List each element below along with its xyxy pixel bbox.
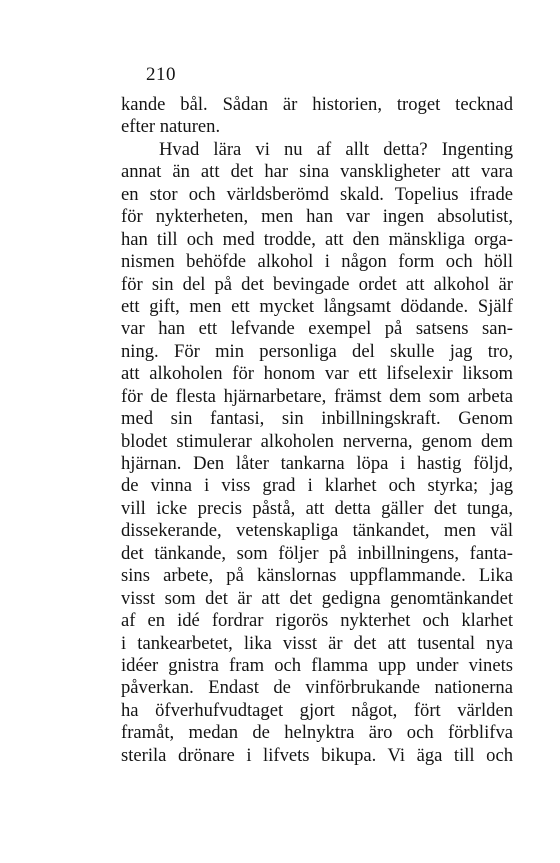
text-line: för de flesta hjärnarbetare, främst dem som arbeta	[121, 385, 513, 407]
text-line: vill icke precis påstå, att detta gäller det tunga,	[121, 497, 513, 519]
text-line: framåt, medan de helnyktra äro och förblifva	[121, 722, 513, 744]
text-line: påverkan. Endast de vinförbrukande nationerna	[121, 677, 513, 699]
text-line: för sin del på det bevingade ordet att alkohol är	[121, 273, 513, 295]
text-line: det tänkande, som följer på inbillningens, fanta-	[121, 542, 513, 564]
text-line: ha öfverhufvudtaget gjort något, fört världen	[121, 699, 513, 721]
text-line: hjärnan. Den låter tankarna löpa i hastig följd,	[121, 453, 513, 474]
text-line: nismen behöfde alkohol i någon form och höll	[121, 251, 513, 273]
page-number: 210	[146, 64, 176, 85]
text-line: ning. För min personliga del skulle jag tro,	[121, 340, 513, 362]
text-line: de vinna i viss grad i klarhet och styrka; jag	[121, 475, 513, 497]
text-line: idéer gnistra fram och flamma upp under vinets	[121, 654, 513, 676]
text-line: dissekerande, vetenskapliga tänkandet, men väl	[121, 520, 513, 542]
text-line: i tankearbetet, lika visst är det att tusental nya	[121, 632, 513, 654]
text-line: en stor och världsberömd skald. Topelius ifrade	[121, 183, 513, 205]
body-text	[121, 94, 513, 767]
text-line: visst som det är att det gedigna genomtänkandet	[121, 587, 513, 609]
text-line: Hvad lära vi nu af allt detta? Ingenting	[159, 138, 513, 160]
text-line: af en idé fordrar rigorös nykterhet och klarhet	[121, 610, 513, 632]
text-line: kande bål. Sådan är historien, troget tecknad	[121, 94, 513, 115]
text-line: blodet stimulerar alkoholen nerverna, genom dem	[121, 430, 513, 452]
text-line: annat än att det har sina vanskligheter att vara	[121, 161, 513, 183]
text-line: sins arbete, på känslornas uppflammande. Lika	[121, 565, 513, 587]
text-line: med sin fantasi, sin inbillningskraft. Genom	[121, 408, 513, 430]
text-line: att alkoholen för honom var ett lifselexir liksom	[121, 363, 513, 385]
text-line: var han ett lefvande exempel på satsens san-	[121, 318, 513, 340]
text-line: efter naturen.	[121, 116, 221, 138]
text-line: han till och med trodde, att den mänskliga orga-	[121, 228, 513, 250]
text-line: ett gift, men ett mycket långsamt dödande. Själf	[121, 295, 513, 317]
text-line: sterila drönare i lifvets bikupa. Vi äga till och	[121, 744, 513, 766]
text-line: för nykterheten, men han var ingen absolutist,	[121, 206, 513, 228]
